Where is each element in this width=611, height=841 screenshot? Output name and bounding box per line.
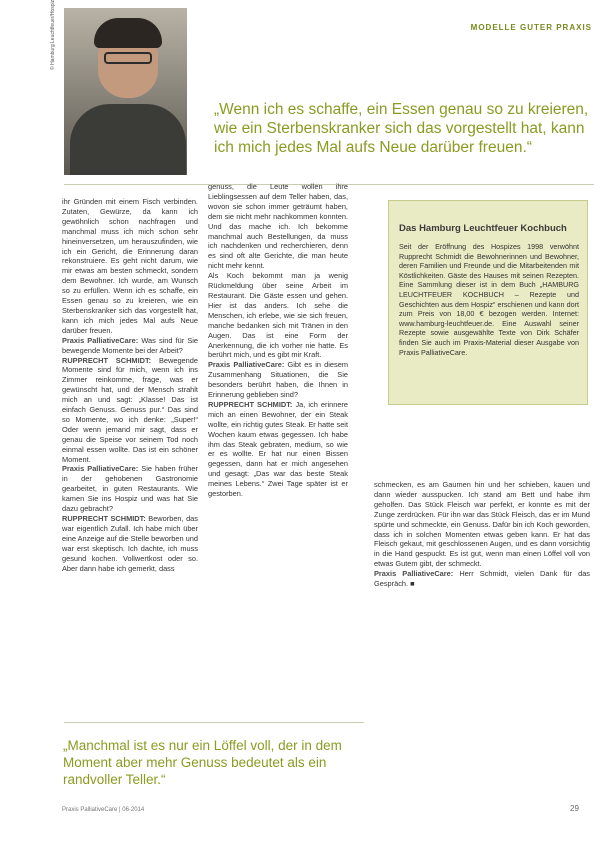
speaker-label: RUPPRECHT SCHMIDT: — [62, 514, 146, 523]
speaker-label: Praxis PalliativeCare: — [62, 464, 139, 474]
speaker-label: RUPPRECHT SCHMIDT: — [62, 355, 152, 365]
box-text: Seit der Eröffnung des Hospizes 1998 verwöhnt Rupprecht Schmidt die Bewohnerinnen und Bewohner, deren Familien und Freunde und die Mitarbeitenden mit Köstlichkeiten. Gäste des Hauses mit seinen Rezepten. Eine Sammlung dieser ist in dem Buch „HAMBURG LEUCHTFEUER KOCHBUCH – Rezepte und Geschichten aus dem Hospiz“ erschienen und kann dort zum Preis von 18,00 € bezogen werden. Internet: www.hamburg-leuchtfeuer.de. Eine Auswahl seiner Rezepte sowie ausgewählte Texte von Dirk Schäfer finden Sie auch im Praxis-Material dieser Ausgabe von Praxis PalliativeCare. — [399, 242, 579, 357]
divider — [64, 722, 364, 723]
question — [62, 464, 198, 514]
column-1 — [62, 197, 198, 573]
cookbook-info-box — [388, 200, 588, 405]
closing-question — [374, 569, 590, 589]
paragraph: ihr Gründen mit einem Fisch verbinden. Zutaten, Gewürze, da kann ich gewöhnlich schon nachfragen und manchmal muss ich mich schon sehr hineinversetzen, um herauszufinden, wie ich ein Gericht, die Erinnerung daran rekonstruiere. Es geht nicht darum, wie mir etwas am besten schmeckt, sondern dem Bewohner. Ich wurde, am Wunsch so zu erfüllen. Wenn ich es schaffe, ein Essen genau so zu kreieren, wie ein Sterbenskranker sich das vorgestellt hat, kann ich mich jedes Mal aufs Neue darüber freuen. — [62, 197, 198, 335]
portrait-photo — [64, 8, 187, 175]
paragraph: schmecken, es am Gaumen hin und her schieben, kauen und dann wieder ausspucken. Ich stand am Bett und habe ihm geholfen. Das Stück Fleisch war perfekt, er konnte es mit der Zunge zerdrücken. Für ihn war das Stück Fleisch, das er im Mund spürte und schmeckte, ein Genuss. Dafür bin ich Koch geworden, dass ich in solchen Momenten etwas geben kann. Er hat das Fleisch gekaut, mit geschlossenen Augen, und es dann vorsichtig in die Hand gespuckt. Es ist gut, wenn man einen Löffel voll von etwas Gutem gibt, der schmeckt. — [374, 480, 590, 569]
footer-publication: Praxis PalliativeCare | 06·2014 — [62, 807, 145, 813]
section-label: MODELLE GUTER PRAXIS — [470, 23, 592, 32]
speaker-label: RUPPRECHT SCHMIDT: — [208, 399, 293, 409]
speaker-label: Praxis PalliativeCare: — [62, 335, 139, 345]
answer — [208, 400, 348, 499]
pull-quote-bottom: „Manchmal ist es nur ein Löffel voll, der in dem Moment aber mehr Genuss bedeutet als ein randvoller Teller.“ — [63, 738, 342, 787]
column-2 — [208, 182, 348, 499]
question-text: Sie haben früher in der gehobenen Gastronomie gearbeitet, in guten Restaurants. Wie kamen Sie ins Hospiz und was hat Sie dazu gebracht? — [62, 464, 198, 514]
question — [208, 360, 348, 400]
paragraph: genuss, die Leute wollen ihre Lieblingsessen auf dem Teller haben, das, wovon sie schon immer geträumt haben, dem sie nicht mehr nachkommen konnten. Und das mache ich. Ich bekomme manchmal auch Bestellungen, da muss ich nachdenken und recherchieren, denn es sind oft alte Gerichte, die man heute nicht mehr kennt. — [208, 182, 348, 271]
answer-text: Beworben, das war eigentlich Zufall. Ich habe mich über eine Anzeige auf die Stelle beworben und war erst skeptisch. Ich dachte, ich muss gesund kochen. Vollwertkost oder so. Aber dann habe ich gemerkt, dass — [62, 514, 199, 573]
answer — [62, 514, 198, 573]
answer-text: Bewegende Momente sind für mich, wenn ich ins Zimmer reinkomme, frage, was er gewünscht hat, und der Mensch strahlt mich an und sagt: „Klasse! Das ist einfach Genuss. Genuss pur.“ Das sind so Momente, wo ich denke: „Super!“ Oder wenn jemand mir sagt, dass er genau die Speise vor seinem Tod noch einmal essen wollte. Das ist ein schöner Moment. — [62, 355, 198, 464]
speaker-label: Praxis PalliativeCare: — [374, 569, 454, 579]
answer-text: Ja, ich erinnere mich an einen Bewohner, der ein Steak wollte, ein richtig gutes Steak. Er hatte seit Wochen kaum etwas gegessen. Ich habe ihm das Steak gebraten, medium, so wie er es wollte. Er hat nur einen Bissen gegessen, dann hat er mich angesehen und gesagt: „Das war das beste Steak meines Lebens.“ Zwei Tage später ist er gestorben. — [208, 399, 349, 499]
question-text: Was sind für Sie bewegende Momente bei der Arbeit? — [62, 335, 199, 355]
question — [62, 336, 198, 356]
box-title: Das Hamburg Leuchtfeuer Kochbuch — [399, 223, 567, 234]
paragraph: Als Koch bekommt man ja wenig Rückmeldung über seine Arbeit im Restaurant. Die Gäste essen und gehen. Hier ist das anders. Ich sehe die Menschen, ich erlebe, wie sie sich freuen, manche bedanken sich mit Tränen in den Augen. Das ist eine Form der Anerkennung, die ich vorher nie hatte. Es berührt mich, und es gibt mir Kraft. — [208, 271, 348, 360]
speaker-label: Praxis PalliativeCare: — [208, 360, 285, 370]
pull-quote-top: „Wenn ich es schaffe, ein Essen genau so zu kreieren, wie ein Sterbenskranker sich das vorgestellt hat, kann ich mich jedes Mal aufs Neue darüber freuen.“ — [214, 101, 589, 156]
question-text: Gibt es in diesem Zusammenhang Situationen, die Sie besonders berührt haben, die Ihnen in Erinnerung geblieben sind? — [208, 360, 348, 400]
page-number: 29 — [570, 804, 579, 813]
column-3 — [374, 480, 590, 589]
answer — [62, 356, 198, 465]
photo-credit: © Hamburg Leuchtfeuer/Hospiz — [50, 0, 56, 70]
closing-text: Herr Schmidt, vielen Dank für das Gespräch. ■ — [374, 569, 590, 589]
